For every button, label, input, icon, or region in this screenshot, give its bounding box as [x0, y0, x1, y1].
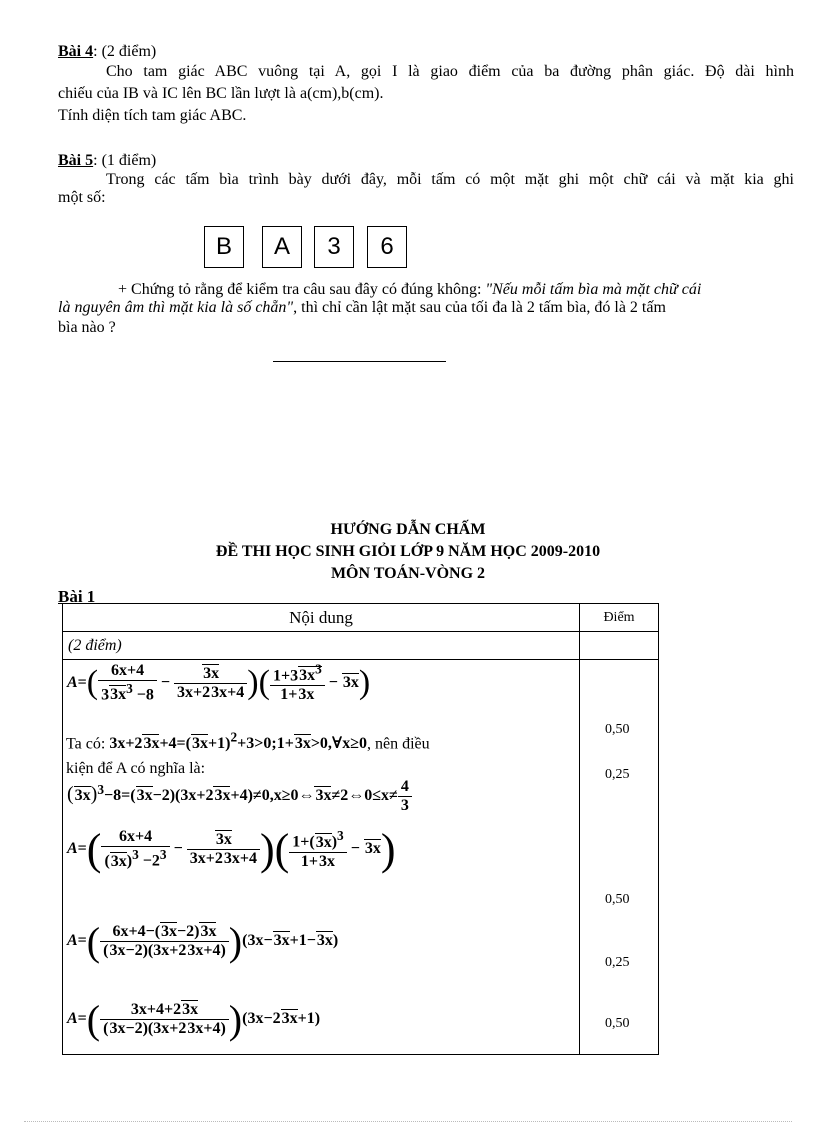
bai4-line1: Cho tam giác ABC vuông tại A, gọi I là giao điểm của ba đường phân giác. Độ dài hình: [106, 63, 794, 80]
bai5-question-line2: [58, 298, 794, 318]
bai5-question-line1: [118, 280, 794, 300]
bai5-points: : (1 điểm): [93, 152, 157, 169]
formula-condition: $(3x)^3-8=(3x-2)(3x+23x+4)\ne 0,x\ge 0\Leftrightarrow 3x\ne 2\Leftrightarrow 0\le x\ne$ $\frac{4}{3}$: [67, 778, 412, 815]
col-content-header: Nội dung: [63, 604, 580, 632]
score-1: 0,50: [605, 722, 630, 737]
bai5-line1: Trong các tấm bìa trình bày dưới đây, mỗi tấm có một mặt ghi một chữ cái và mặt kia ghi: [106, 171, 794, 188]
guide-title-3: MÔN TOÁN-VÒNG 2: [330, 565, 486, 582]
formula-a-rewrite-3: A=( $\frac{3x+4+23x}{(3x-2)(3x+23x+4)}$ )(3x−23x+1): [67, 997, 321, 1042]
score-3: 0,50: [605, 892, 630, 907]
card-letter-b: B: [204, 226, 244, 268]
bai5-heading: [58, 151, 794, 171]
col-score-header: Điểm: [580, 604, 659, 632]
guide-title-1: HƯỚNG DẪN CHẤM: [330, 521, 486, 538]
bai5-question-suffix: , thì chỉ cần lật mặt sau của tối đa là 2 tấm bìa, đó là 2 tấm: [293, 299, 666, 316]
bai4-heading: [58, 42, 794, 62]
bai4-points: : (2 điểm): [93, 43, 157, 60]
taco-suffix: , nên điều: [366, 735, 430, 753]
guide-bai1-label: Bài 1: [58, 587, 96, 606]
bai4-label: Bài 4: [58, 43, 94, 60]
taco-line: Ta có: $3x+23x+4=(3x+1)^2+3>0;1+3x>0,\forall x\ge 0$, nên điều: [66, 730, 430, 753]
formula-a-definition: A=( $\frac{6x+4}{33x^3 -8}$ − $\frac{3x}{3x+23x+4}$ )( $\frac{1+33x^3}{1+3x}$ − 3x): [67, 662, 371, 704]
bai5-question-quote-1: "Nếu mỗi tấm bìa mà mặt chữ cái: [485, 281, 702, 298]
score-2: 0,25: [605, 767, 630, 782]
bai5-question-line3: bìa nào ?: [58, 319, 116, 336]
part-label: (2 điểm): [63, 632, 580, 660]
separator-line: [273, 361, 446, 362]
page-bottom-border: [24, 1121, 792, 1122]
formula-a-rewrite-1: A=( $\frac{6x+4}{(3x)^3 -2^3}$ − $\frac{3x}{3x+23x+4}$ )( $\frac{1+(3x)^3}{1+3x}$ − 3x): [67, 825, 396, 874]
card-number-3: 3: [314, 226, 354, 268]
bai5-question-quote-2: là nguyên âm thì mặt kia là số chẵn": [58, 299, 294, 316]
formula-a-rewrite-2: A=( $\frac{6x+4-(3x-2)3x}{(3x-2)(3x+23x+4)}$ )(3x−3x+1−3x): [67, 919, 339, 964]
table-header-row: [63, 604, 659, 632]
table-part-row: [63, 632, 659, 660]
bai5-label: Bài 5: [58, 152, 94, 169]
score-4: 0,25: [605, 955, 630, 970]
guide-title-2: ĐỀ THI HỌC SINH GIỎI LỚP 9 NĂM HỌC 2009-2010: [215, 543, 601, 560]
bai4-line3: Tính diện tích tam giác ABC.: [58, 107, 247, 124]
taco-prefix: Ta có:: [66, 735, 110, 753]
bai5-question-prefix: + Chứng tỏ rằng để kiểm tra câu sau đây có đúng không:: [118, 281, 486, 298]
card-number-6: 6: [367, 226, 407, 268]
bai4-line2: chiếu của IB và IC lên BC lần lượt là a(cm),b(cm).: [58, 85, 384, 102]
kien-line: kiện để A có nghĩa là:: [66, 760, 206, 777]
bai5-line2: một số:: [58, 189, 106, 206]
card-letter-a: A: [262, 226, 302, 268]
score-5: 0,50: [605, 1016, 630, 1031]
